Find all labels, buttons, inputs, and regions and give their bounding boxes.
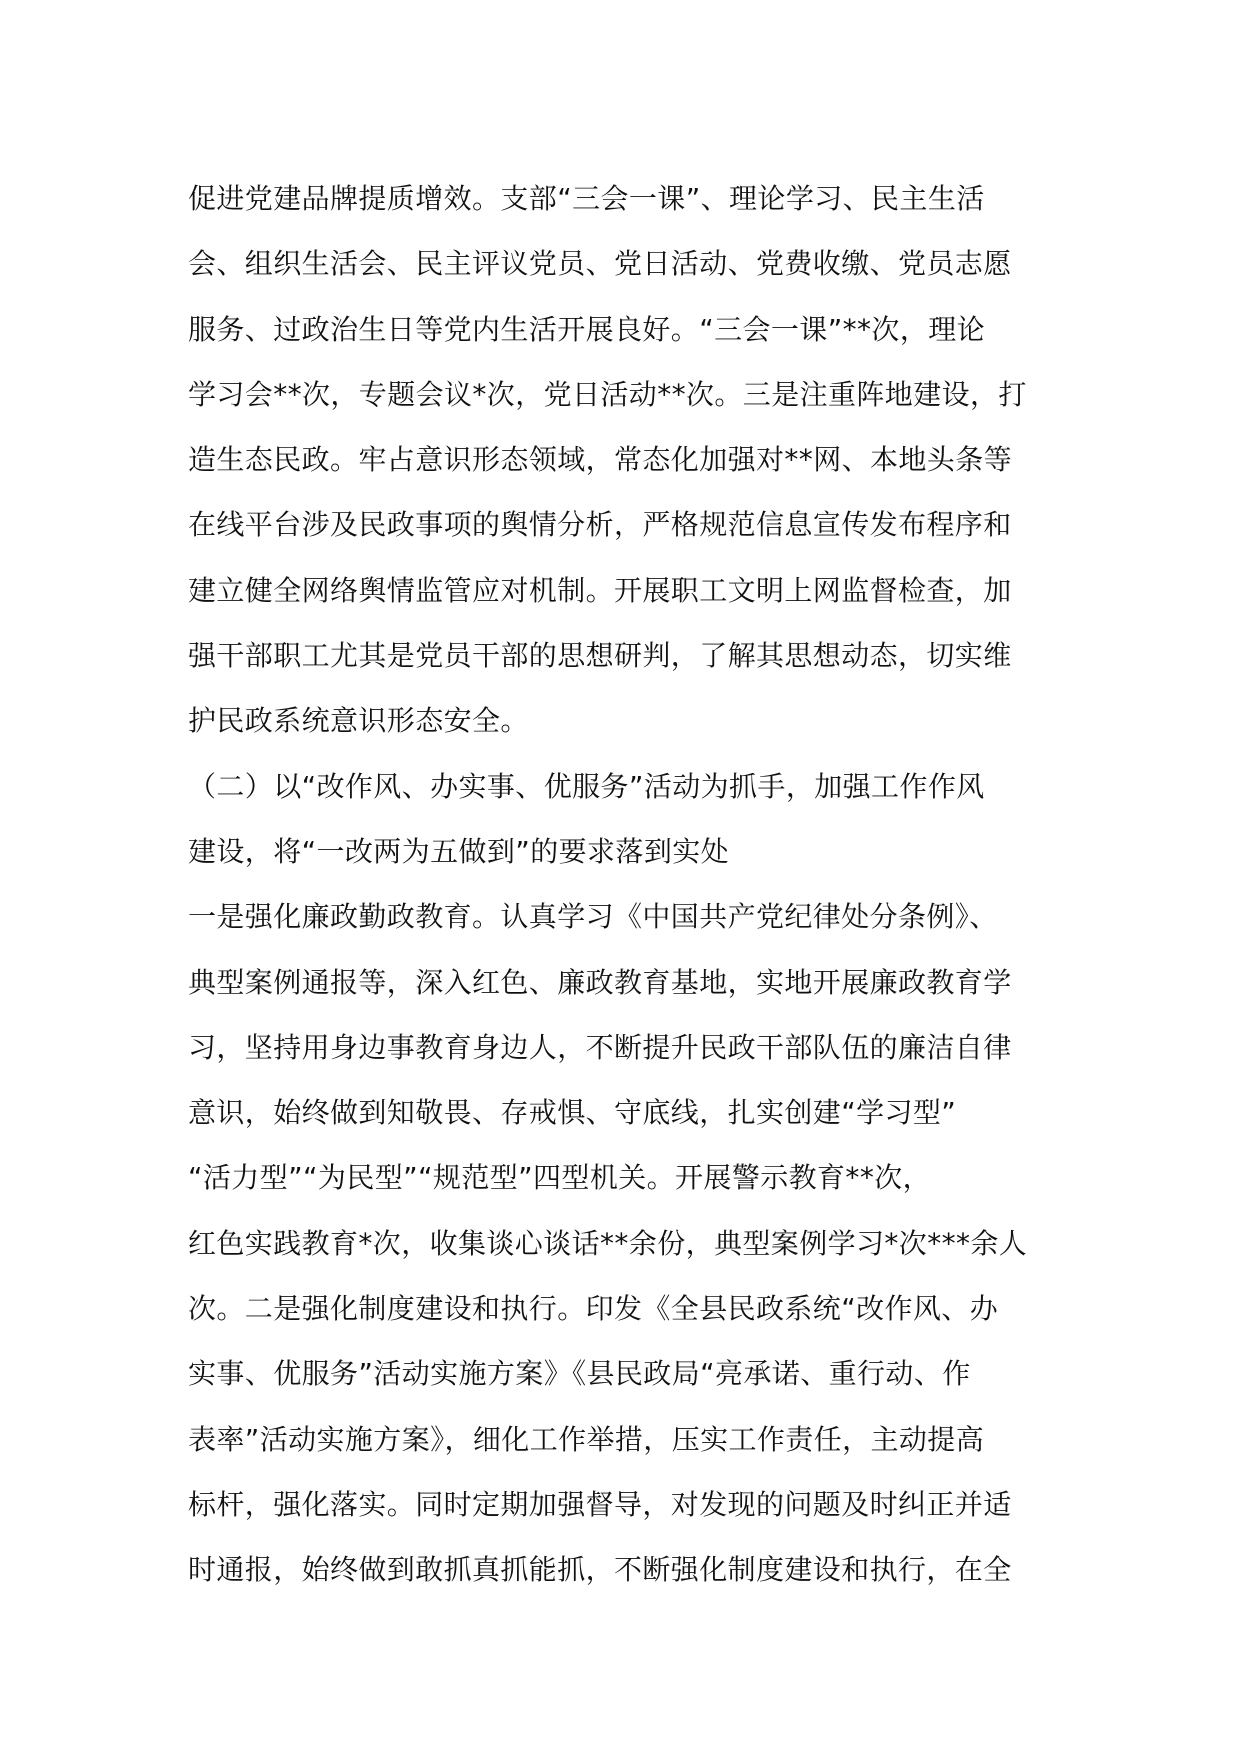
text-line: 造生态民政。牢占意识形态领域，常态化加强对**网、本地头条等 [188,443,1013,477]
text-line: 在线平台涉及民政事项的舆情分析，严格规范信息宣传发布程序和 [188,508,1012,542]
text-line: 一是强化廉政勤政教育。认真学习《中国共产党纪律处分条例》、 [188,900,998,934]
text-line: 典型案例通报等，深入红色、廉政教育基地，实地开展廉政教育学 [188,965,1012,999]
text-line: 强干部职工尤其是党员干部的思想研判，了解其思想动态，切实维 [188,639,1012,673]
text-line: 习，坚持用身边事教育身边人，不断提升民政干部队伍的廉洁自律 [188,1030,1012,1064]
section-heading-line: 建设，将“一改两为五做到”的要求落到实处 [188,834,730,868]
text-line: 时通报，始终做到敢抓真抓能抓，不断强化制度建设和执行，在全 [188,1553,1012,1587]
text-line: 护民政系统意识形态安全。 [188,704,529,738]
text-line: 意识，始终做到知敬畏、存戒惧、守底线，扎实创建“学习型” [188,1096,957,1130]
text-line: 红色实践教育*次，收集谈心谈话**余份，典型案例学习*次***余人 [188,1226,1028,1260]
body-text [188,166,1068,1603]
text-line: “活力型”“为民型”“规范型”四型机关。开展警示教育**次， [188,1161,932,1195]
text-line: 学习会**次，专题会议*次，党日活动**次。三是注重阵地建设，打 [188,377,1027,411]
text-line: 服务、过政治生日等党内生活开展良好。“三会一课”**次，理论 [188,312,986,346]
text-line: 促进党建品牌提质增效。支部“三会一课”、理论学习、民主生活 [188,182,985,215]
text-line: 标杆，强化落实。同时定期加强督导，对发现的问题及时纠正并适 [188,1487,1012,1521]
text-line: 会、组织生活会、民主评议党员、党日活动、党费收缴、党员志愿 [188,247,1012,281]
text-line: 建立健全网络舆情监管应对机制。开展职工文明上网监督检查，加 [188,573,1012,607]
text-line: 次。二是强化制度建设和执行。印发《全县民政系统“改作风、办 [188,1292,999,1326]
section-heading-line: （二）以“改作风、办实事、优服务”活动为抓手，加强工作作风 [188,769,985,803]
text-line: 表率”活动实施方案》，细化工作举措，压实工作责任，主动提高 [188,1422,985,1456]
text-line: 实事、优服务”活动实施方案》《县民政局“亮承诺、重行动、作 [188,1357,971,1391]
